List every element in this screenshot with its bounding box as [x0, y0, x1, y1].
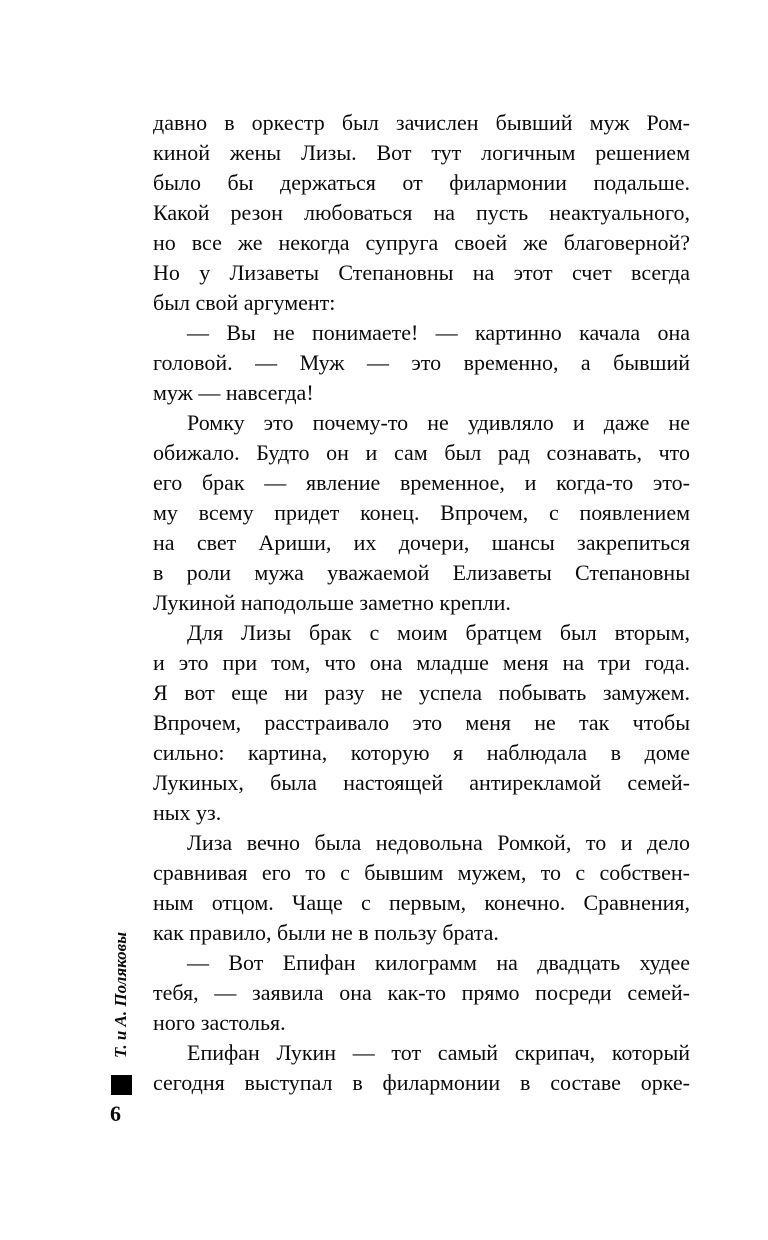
text-line: — Вы не понимаете! — картинно качала она — [187, 320, 690, 345]
text-line: сравнивая его то с бывшим мужем, то с собствен- — [153, 860, 690, 885]
text-line: как правило, были не в пользу брата. — [153, 920, 499, 945]
text-line: Епифан Лукин — тот самый скрипач, который — [187, 1040, 690, 1065]
text-line: головой. — Муж — это временно, а бывший — [153, 350, 690, 375]
author-sidebar-label: Т. и А. Поляковы — [111, 932, 130, 1058]
text-line: — Вот Епифан килограмм на двадцать худее — [187, 950, 690, 975]
text-line: Но у Лизаветы Степановны на этот счет всегда — [153, 260, 690, 285]
text-line: был свой аргумент: — [153, 290, 336, 315]
page-number: 6 — [110, 1101, 121, 1126]
text-line: тебя, — заявила она как-то прямо посреди семей- — [153, 980, 690, 1005]
text-line: было бы держаться от филармонии подальше. — [153, 170, 690, 195]
text-line: Какой резон любоваться на пусть неактуального, — [153, 200, 690, 225]
text-line: Ромку это почему-то не удивляло и даже не — [187, 410, 690, 435]
text-line: муж — навсегда! — [153, 380, 314, 405]
text-line: и это при том, что она младше меня на три года. — [153, 650, 690, 675]
text-line: Лукиных, была настоящей антирекламой семей- — [153, 770, 690, 795]
text-line: сильно: картина, которую я наблюдала в доме — [153, 740, 690, 765]
body-text — [153, 108, 690, 1098]
text-line: ным отцом. Чаще с первым, конечно. Сравнения, — [153, 890, 690, 915]
text-line: давно в оркестр был зачислен бывший муж Ром- — [153, 110, 690, 135]
text-line: Для Лизы брак с моим братцем был вторым, — [187, 620, 690, 645]
text-line: Лиза вечно была недовольна Ромкой, то и дело — [187, 830, 690, 855]
text-line: ного застолья. — [153, 1010, 286, 1035]
text-line: сегодня выступал в филармонии в составе орке- — [153, 1070, 690, 1095]
text-line: на свет Ариши, их дочери, шансы закрепиться — [153, 530, 690, 555]
text-line: Я вот еще ни разу не успела побывать замужем. — [153, 680, 690, 705]
text-line: но все же некогда супруга своей же благоверной? — [153, 230, 690, 255]
text-line: ных уз. — [153, 800, 222, 825]
series-marker-square-icon — [111, 1075, 132, 1095]
text-line: обижало. Будто он и сам был рад сознавать, что — [153, 440, 690, 465]
text-line: в роли мужа уважаемой Елизаветы Степановны — [153, 560, 690, 585]
text-line: его брак — явление временное, и когда-то это- — [153, 470, 690, 495]
text-line: киной жены Лизы. Вот тут логичным решением — [153, 140, 690, 165]
text-line: Впрочем, расстраивало это меня не так чтобы — [153, 710, 690, 735]
text-line: Лукиной наподольше заметно крепли. — [153, 590, 511, 615]
text-line: му всему придет конец. Впрочем, с появлением — [153, 500, 690, 525]
